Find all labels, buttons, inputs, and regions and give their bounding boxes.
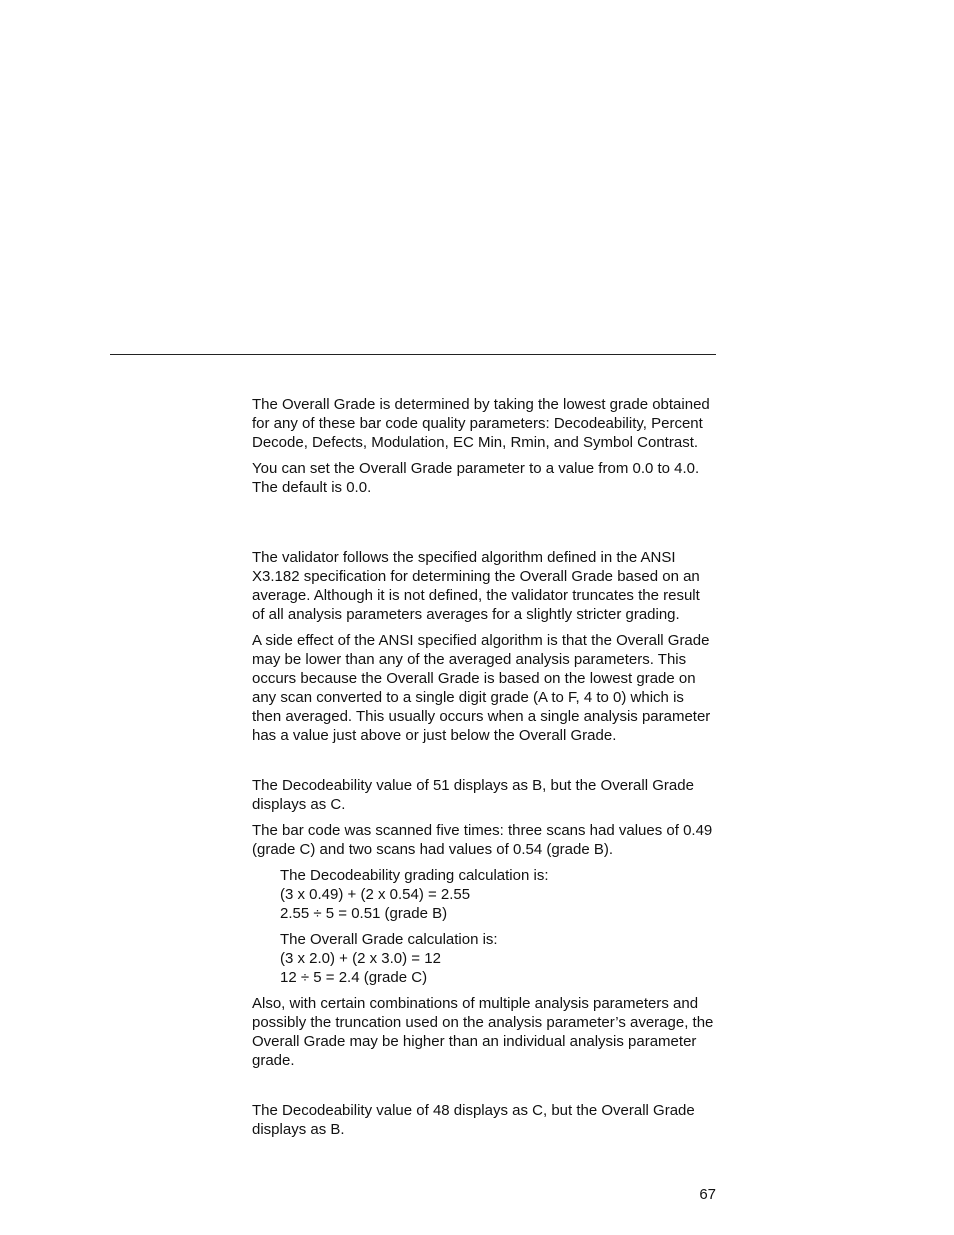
calc-line: 12 ÷ 5 = 2.4 (grade C) — [280, 969, 428, 986]
overall-grade-range: You can set the Overall Grade parameter to a value from 0.0 to 4.0. The default is 0.0. — [252, 460, 700, 496]
example2-summary: The Decodeability value of 48 displays as C, but the Overall Grade displays as B. — [252, 1102, 695, 1138]
calc-line: 2.55 ÷ 5 = 0.51 (grade B) — [280, 905, 448, 922]
horizontal-rule — [110, 354, 716, 355]
calc-line: The Decodeability grading calculation is: — [280, 867, 549, 884]
main-content — [252, 395, 716, 1139]
calc-line: (3 x 2.0) + (2 x 3.0) = 12 — [280, 950, 441, 967]
example1-summary: The Decodeability value of 51 displays as B, but the Overall Grade displays as C. — [252, 777, 694, 813]
example1-higher-grade-note: Also, with certain combinations of multiple analysis parameters and possibly the truncation used on the analysis parameter’s average, the Overall Grade may be higher than an individual analysis parameter grade. — [252, 995, 714, 1069]
calc-line: The Overall Grade calculation is: — [280, 931, 498, 948]
overall-grade-description: The Overall Grade is determined by taking the lowest grade obtained for any of these bar code quality parameters: Decodeability, Percent Decode, Defects, Modulation, EC Min, Rmin, and Symbol Contrast. — [252, 396, 710, 451]
decodeability-calculation — [252, 866, 716, 923]
overall-grade-calculation — [252, 930, 716, 987]
calc-line: (3 x 0.49) + (2 x 0.54) = 2.55 — [280, 886, 471, 903]
algorithm-description: The validator follows the specified algorithm defined in the ANSI X3.182 specification for determining the Overall Grade based on an average. Although it is not defined, the validator truncates the result of all analysis parameters averages for a slightly stricter grading. — [252, 549, 700, 623]
page-number: 67 — [699, 1186, 716, 1203]
example1-scans: The bar code was scanned five times: three scans had values of 0.49 (grade C) and two scans had values of 0.54 (grade B). — [252, 822, 713, 858]
algorithm-side-effect: A side effect of the ANSI specified algorithm is that the Overall Grade may be lower than any of the averaged analysis parameters. This occurs because the Overall Grade is based on the lowest grade on any scan converted to a single digit grade (A to F, 4 to 0) which is then averaged. This usually occurs when a single analysis parameter has a value just above or just below the Overall Grade. — [252, 632, 711, 744]
